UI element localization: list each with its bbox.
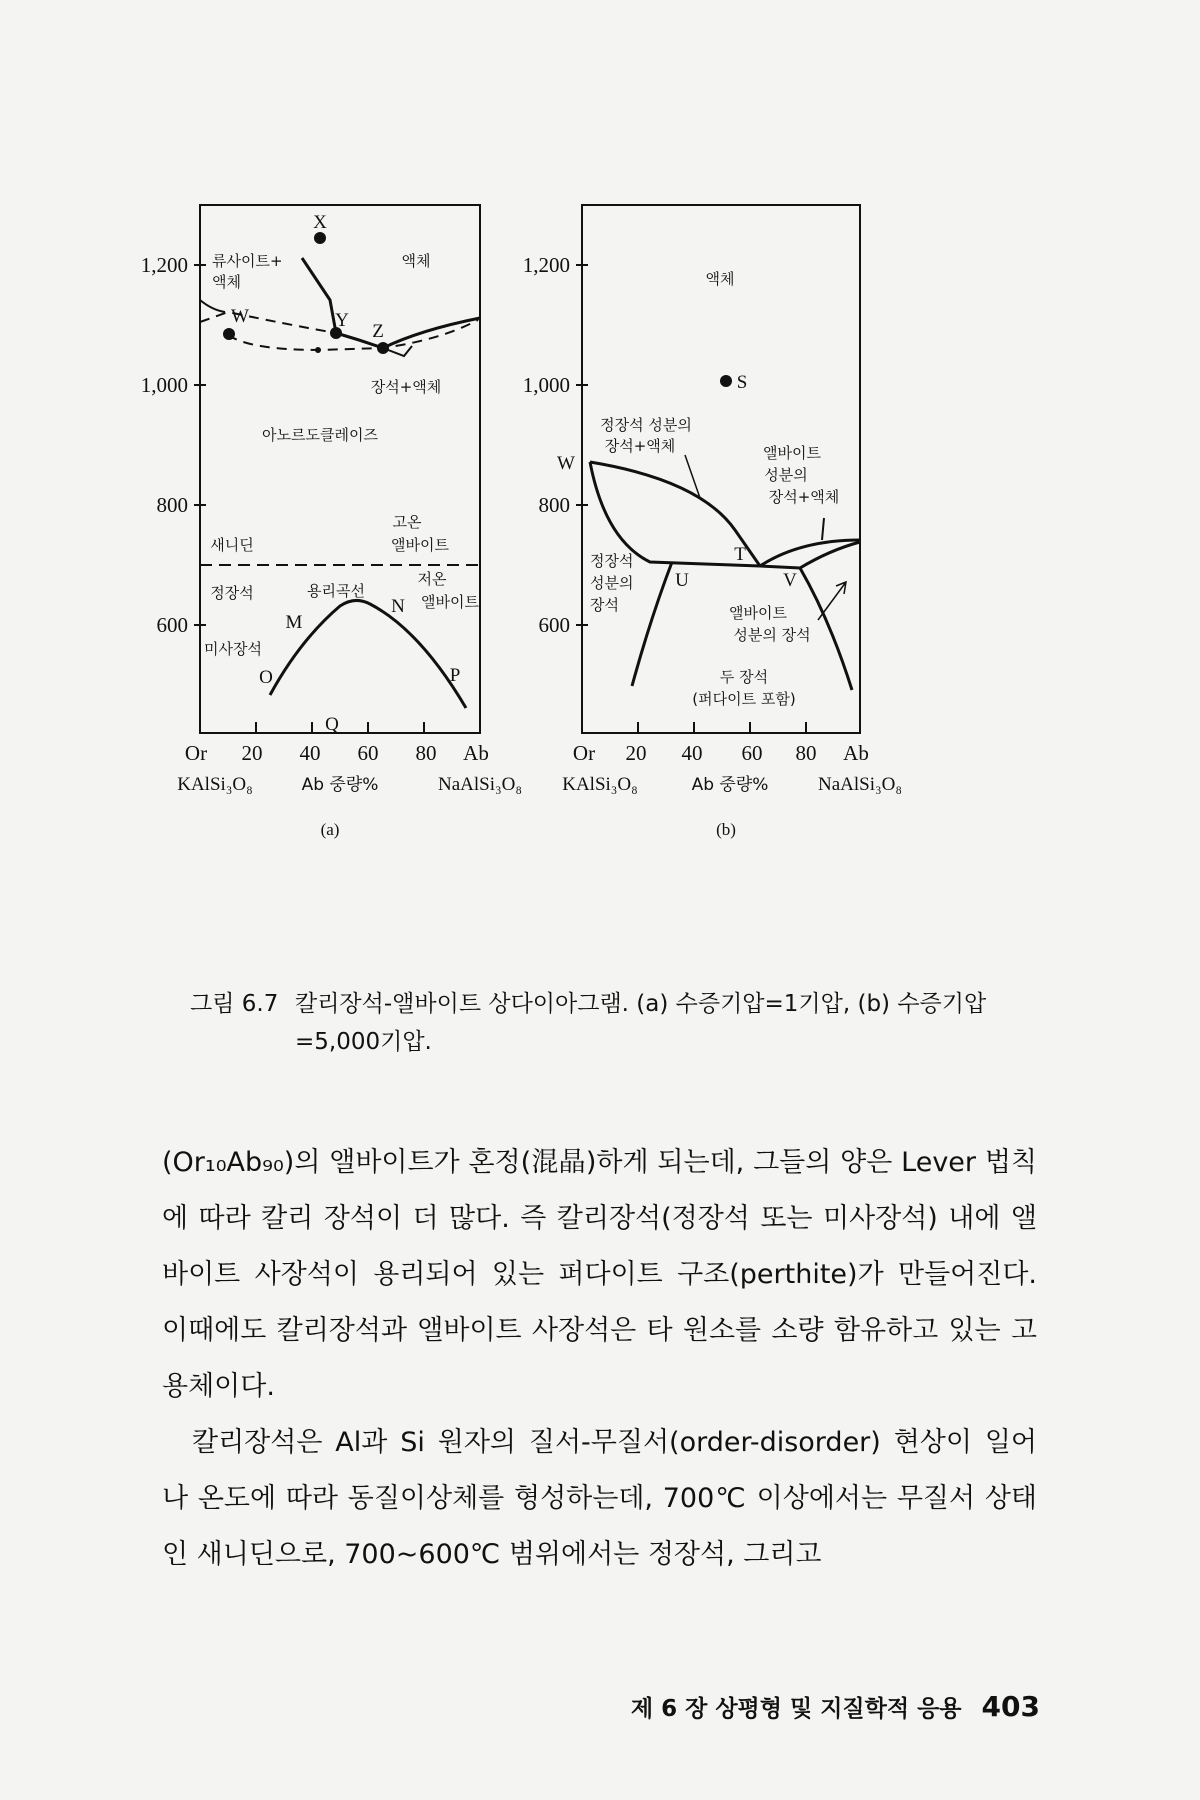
panel-a-xlabel: Ab 중량% [301,775,379,795]
panel-a-dashed-lower [228,320,478,350]
panel-b-xtick-80: 80 [795,741,817,765]
panel-a-point-w [223,328,235,340]
panel-a-point-x [314,232,326,244]
panel-a-leucite-boundary [200,300,225,312]
body-text [162,1135,1037,1583]
panel-a-label-n: N [391,596,405,617]
panel-a-label-p: P [449,665,461,686]
panel-a-xtick-60: 60 [357,741,379,765]
panel-a [141,205,522,839]
panel-b-pointer-2 [822,518,824,540]
panel-b [523,205,902,839]
panel-b-region-ab-liq-3: 장석+액체 [768,488,840,506]
panel-b-formula-left: KAlSi₃O₈ [562,774,638,795]
panel-b-region-liquid: 액체 [705,270,735,288]
panel-b-label-s: S [736,372,748,393]
panel-b-region-or-3: 장석 [590,596,619,614]
panel-b-ytick-1000: 1,000 [522,373,570,397]
panel-a-label-y: Y [335,310,349,331]
panel-a-region-microcline: 미사장석 [204,640,262,658]
panel-a-region-high-albite-2: 앨바이트 [391,536,449,554]
body-paragraph-2: 칼리장석은 Al과 Si 원자의 질서-무질서(order-disorder) 현상이 일어나 온도에 따라 동질이상체를 형성하는데, 700℃ 이상에서는 무질서 상태인 새니딘으로, 700~600℃ 범위에서는 정장석, 그리고 [162,1427,1037,1570]
figure-number: 그림 6.7 [190,991,279,1017]
panel-b-region-ab-liq-2: 성분의 [764,466,808,484]
panel-b-xtick-40: 40 [681,741,703,765]
panel-b-region-or-liq-2: 장석+액체 [604,437,676,455]
panel-a-region-solvus: 용리곡선 [307,582,365,600]
panel-a-ytick-600: 600 [156,613,188,637]
panel-a-region-high-albite-1: 고온 [392,513,422,531]
chapter-title: 제 6 장 상평형 및 지질학적 응용 [630,1696,962,1722]
panel-b-ytick-1200: 1,200 [522,253,570,277]
panel-b-region-ab-1: 앨바이트 [729,604,787,622]
panel-a-point-z [377,342,389,354]
panel-a-liquidus-x-y [302,258,336,333]
panel-a-label: (a) [320,820,340,839]
panel-b-region-two-1: 두 장석 [719,668,769,686]
panel-a-formula-right: NaAlSi₃O₈ [438,774,522,795]
panel-b-ytick-600: 600 [538,613,570,637]
panel-a-formula-left: KAlSi₃O₈ [177,774,253,795]
panel-b-formula-right: NaAlSi₃O₈ [818,774,902,795]
panel-a-point-mid [315,347,321,353]
panel-a-dashed-upper [200,312,336,333]
panel-b-label: (b) [716,820,736,839]
panel-a-region-orthoclase: 정장석 [210,584,254,602]
panel-b-xtick-ab: Ab [843,741,869,765]
panel-a-region-anorthoclase: 아노르도클레이즈 [262,426,378,444]
panel-b-label-v: V [783,570,797,591]
panel-b-xtick-or: Or [572,741,596,765]
panel-a-ytick-1000: 1,000 [140,373,188,397]
panel-b-region-two-2: (퍼다이트 포함) [692,690,796,708]
panel-b-region-or-liq-1: 정장석 성분의 [600,416,692,434]
panel-b-point-s [720,375,732,387]
panel-a-ytick-1200: 1,200 [140,253,188,277]
panel-a-xtick-20: 20 [241,741,263,765]
panel-b-region-ab-liq-1: 앨바이트 [763,444,821,462]
panel-a-region-leucite-2: 액체 [212,273,241,291]
panel-b-arrow [818,582,846,620]
panel-b-label-t: T [734,544,746,565]
panel-b-ytick-800: 800 [538,493,570,517]
panel-b-xtick-20: 20 [625,741,647,765]
panel-a-region-liquid: 액체 [401,252,431,270]
panel-a-region-feldspar-liquid: 장석+액체 [370,378,442,396]
body-paragraph-1: (Or₁₀Ab₉₀)의 앨바이트가 혼정(混晶)하게 되는데, 그들의 양은 Lever 법칙에 따라 칼리 장석이 더 많다. 즉 칼리장석(정장석 또는 미사장석) 내에 앨바이트 사장석이 용리되어 있는 퍼다이트 구조(perthite)가 만들어진다. 이때에도 칼리장석과 앨바이트 사장석은 타 원소를 소량 함유하고 있는 고용체이다. [162,1147,1037,1402]
panel-a-region-leucite-1: 류사이트+ [212,252,283,270]
panel-a-region-low-albite-1: 저온 [417,570,447,588]
panel-b-region-or-1: 정장석 [590,552,634,570]
panel-a-ytick-800: 800 [156,493,188,517]
panel-b-region-or-2: 성분의 [590,574,634,592]
panel-a-liquidus-y-z [336,318,480,348]
panel-b-xtick-60: 60 [741,741,763,765]
figure-caption [190,985,1050,1061]
panel-b-label-u: U [675,570,689,591]
panel-b-solvus-left [632,562,672,686]
panel-a-label-q: Q [325,714,339,735]
panel-b-xlabel: Ab 중량% [691,775,769,795]
panel-a-label-m: M [285,612,303,633]
panel-a-label-w: W [231,306,249,327]
page-number: 403 [981,1690,1040,1723]
panel-a-xtick-ab: Ab [463,741,489,765]
panel-a-label-x: X [313,212,327,233]
panel-a-xtick-40: 40 [299,741,321,765]
page-footer [631,1690,1040,1723]
caption-text: 칼리장석-앨바이트 상다이아그램. (a) 수증기압=1기압, (b) 수증기압=5,000기압. [295,991,987,1055]
panel-a-xtick-or: Or [184,741,208,765]
panel-a-label-z: Z [372,321,384,342]
panel-a-region-sanidine: 새니딘 [210,536,254,554]
panel-b-label-w: W [557,453,575,474]
panel-b-region-ab-2: 성분의 장석 [733,626,811,644]
panel-a-label-o: O [259,667,273,688]
panel-a-region-low-albite-2: 앨바이트 [421,593,479,611]
panel-a-xtick-80: 80 [415,741,437,765]
